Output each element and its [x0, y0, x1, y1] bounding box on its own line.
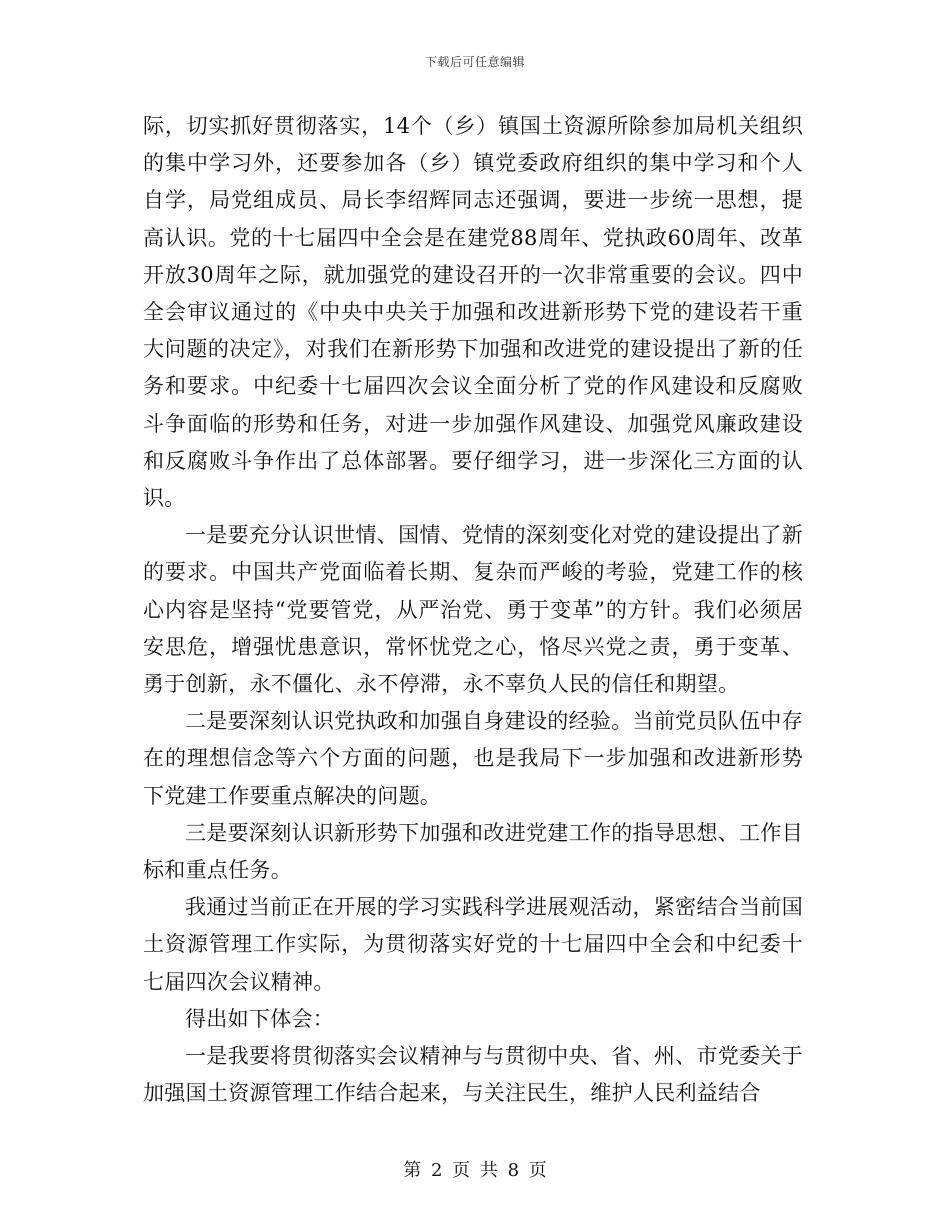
- page-number: 第 2 页 共 8 页: [403, 1160, 547, 1181]
- paragraph: 我通过当前正在开展的学习实践科学进展观活动，紧密结合当前国土资源管理工作实际，为贯彻落实好党的十七届四中全会和中纪委十七届四次会议精神。: [143, 895, 803, 994]
- paragraph: 二是要深刻认识党执政和加强自身建设的经验。当前党员队伍中存在的理想信念等六个方面的问题，也是我局下一步加强和改进新形势下党建工作要重点解决的问题。: [143, 709, 803, 808]
- paragraph: 际，切实抓好贯彻落实，14个（乡）镇国土资源所除参加局机关组织的集中学习外，还要参加各（乡）镇党委政府组织的集中学习和个人自学，局党组成员、局长李绍辉同志还强调，要进一步统一思想，提高认识。党的十七届四中全会是在建党88周年、党执政60周年、改革开放30周年之际，就加强党的建设召开的一次非常重要的会议。四中全会审议通过的《中央中央关于加强和改进新形势下党的建设若干重大问题的决定》，对我们在新形势下加强和改进党的建设提出了新的任务和要求。中纪委十七届四次会议全面分析了党的作风建设和反腐败斗争面临的形势和任务，对进一步加强作风建设、加强党风廉政建设和反腐败斗争作出了总体部署。要仔细学习，进一步深化三方面的认识。: [143, 114, 803, 511]
- paragraph: 得出如下体会：: [185, 1006, 335, 1031]
- paragraph: 一是我要将贯彻落实会议精神与与贯彻中央、省、州、市党委关于加强国土资源管理工作结合起来，与关注民生，维护人民利益结合: [143, 1044, 803, 1106]
- paragraph: 一是要充分认识世情、国情、党情的深刻变化对党的建设提出了新的要求。中国共产党面临着长期、复杂而严峻的考验，党建工作的核心内容是坚持“党要管党，从严治党、勇于变革”的方针。我们必须居安思危，增强忧患意识，常怀忧党之心，恪尽兴党之责，勇于变革、勇于创新，永不僵化、永不停滞，永不辜负人民的信任和期望。: [143, 523, 803, 697]
- paragraph: 三是要深刻认识新形势下加强和改进党建工作的指导思想、工作目标和重点任务。: [143, 820, 803, 883]
- document-body: [143, 108, 803, 1112]
- page-header: 下载后可任意编辑: [424, 55, 525, 69]
